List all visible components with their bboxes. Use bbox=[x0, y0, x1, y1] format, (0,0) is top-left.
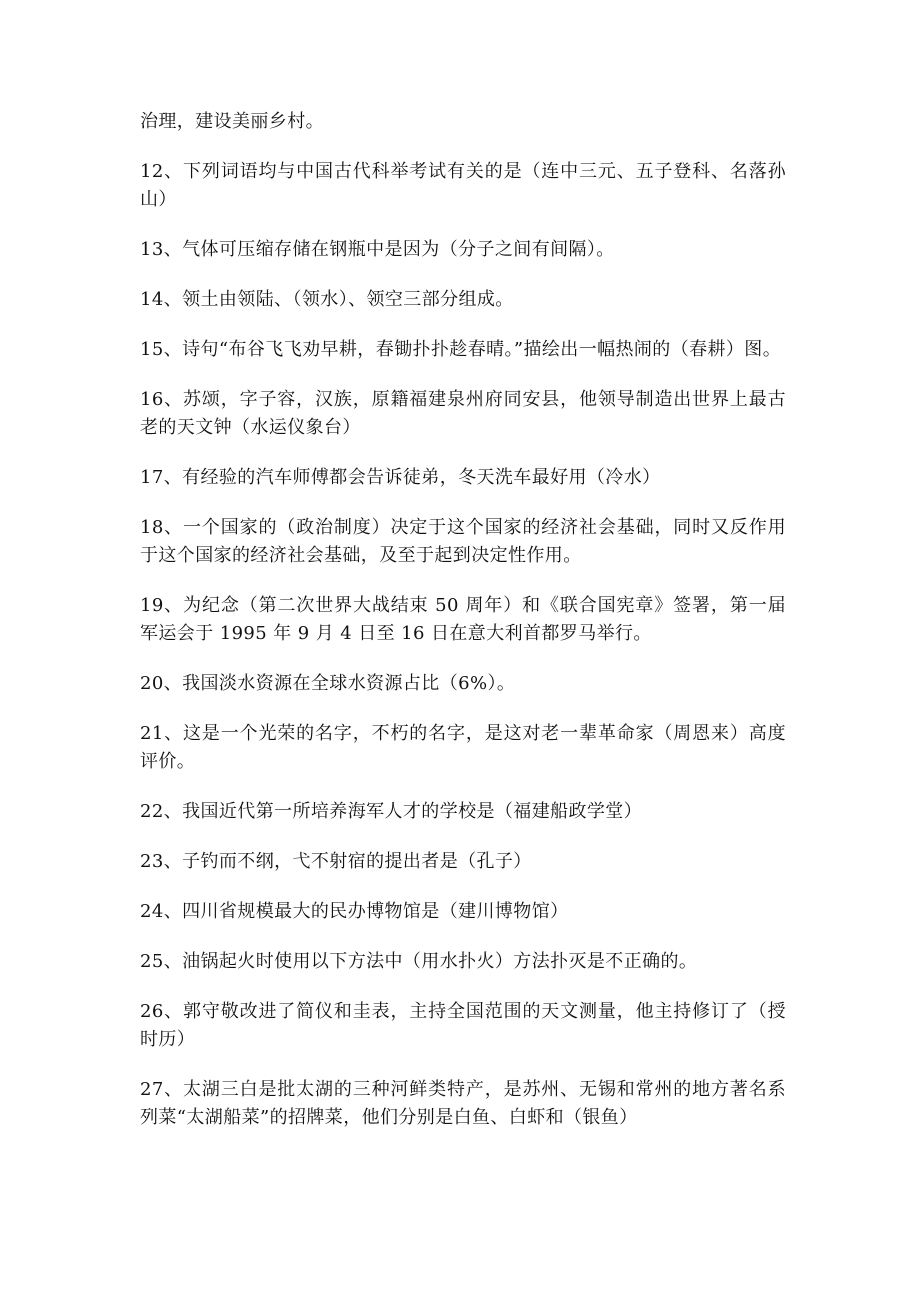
question-12: 12、下列词语均与中国古代科举考试有关的是（连中三元、五子登科、名落孙山） bbox=[140, 161, 786, 210]
question-17: 17、有经验的汽车师傅都会告诉徒弟，冬天洗车最好用（冷水） bbox=[140, 467, 661, 488]
question-15: 15、诗句“布谷飞飞劝早耕，春锄扑扑趁春晴。”描绘出一幅热闹的（春耕）图。 bbox=[140, 339, 782, 360]
question-13: 13、气体可压缩存储在钢瓶中是因为（分子之间有间隔）。 bbox=[140, 239, 615, 260]
question-14: 14、领土由领陆、（领水）、领空三部分组成。 bbox=[140, 289, 514, 310]
question-19: 19、为纪念（第二次世界大战结束 50 周年）和《联合国宪章》签署，第一届军运会于 1995 年 9 月 4 日至 16 日在意大利首都罗马举行。 bbox=[140, 595, 786, 644]
document-body bbox=[140, 108, 786, 1154]
question-23: 23、子钓而不纲，弋不射宿的提出者是（孔子） bbox=[140, 851, 532, 872]
question-16: 16、苏颂，字子容，汉族，原籍福建泉州府同安县，他领导制造出世界上最古老的天文钟（水运仪象台） bbox=[140, 389, 786, 438]
question-21: 21、这是一个光荣的名字，不朽的名字，是这对老一辈革命家（周恩来）高度评价。 bbox=[140, 723, 786, 772]
paragraph: 治理，建设美丽乡村。 bbox=[140, 111, 324, 132]
question-22: 22、我国近代第一所培养海军人才的学校是（福建船政学堂） bbox=[140, 801, 643, 822]
question-27: 27、太湖三白是批太湖的三种河鲜类特产，是苏州、无锡和常州的地方著名系列菜“太湖船菜”的招牌菜，他们分别是白鱼、白虾和（银鱼） bbox=[140, 1079, 786, 1128]
question-20: 20、我国淡水资源在全球水资源占比（6%）。 bbox=[140, 673, 516, 694]
question-26: 26、郭守敬改进了简仪和圭表，主持全国范围的天文测量，他主持修订了（授时历） bbox=[140, 1001, 786, 1050]
question-25: 25、油锅起火时使用以下方法中（用水扑火）方法扑灭是不正确的。 bbox=[140, 951, 698, 972]
question-24: 24、四川省规模最大的民办博物馆是（建川博物馆） bbox=[140, 901, 569, 922]
question-18: 18、一个国家的（政治制度）决定于这个国家的经济社会基础，同时又反作用于这个国家的经济社会基础，及至于起到决定性作用。 bbox=[140, 517, 786, 566]
